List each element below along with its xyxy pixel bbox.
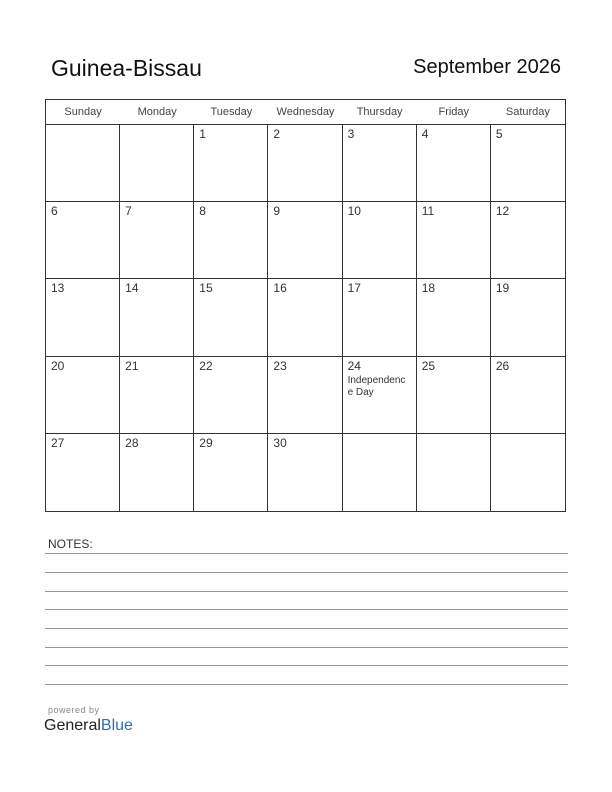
day-cell (417, 357, 491, 434)
generalblue-logo (44, 717, 133, 735)
day-number: 30 (273, 435, 287, 450)
country-title: Guinea-Bissau (51, 55, 202, 81)
day-cell (417, 279, 491, 356)
notes-line (45, 591, 568, 592)
notes-label: NOTES: (48, 537, 93, 551)
day-cell (343, 125, 417, 202)
notes-line (45, 628, 568, 629)
day-number: 28 (125, 435, 139, 450)
day-cell (194, 434, 268, 511)
day-cell (491, 202, 565, 279)
weekday-tuesday: Tuesday (210, 106, 253, 118)
day-cell (268, 357, 342, 434)
day-number: 6 (51, 204, 58, 219)
day-number: 12 (495, 204, 510, 219)
day-cell (417, 125, 491, 202)
day-number: 13 (51, 281, 65, 296)
day-number: 2 (273, 127, 281, 141)
brand-blue: Blue (100, 717, 133, 734)
day-cell (491, 279, 565, 356)
day-number: 23 (273, 358, 287, 373)
day-cell (194, 125, 268, 202)
day-number: 7 (125, 204, 132, 219)
day-cell (491, 125, 565, 202)
powered-by-text: powered by (48, 705, 100, 715)
day-cell (268, 202, 342, 279)
notes-line (45, 665, 568, 666)
day-cell (268, 279, 342, 356)
day-cell (491, 434, 565, 511)
day-cell (194, 279, 268, 356)
notes-line (45, 572, 568, 573)
day-number: 24 (347, 358, 361, 373)
day-number: 15 (199, 281, 213, 296)
day-cell (120, 279, 194, 356)
notes-line (45, 553, 568, 554)
day-number: 27 (51, 435, 65, 450)
weekday-header (46, 100, 565, 125)
day-cell (120, 434, 194, 511)
day-number: 11 (421, 204, 435, 219)
day-cell (417, 434, 491, 511)
day-cell (343, 434, 417, 511)
weekday-friday: Friday (438, 106, 470, 118)
day-cell (268, 125, 342, 202)
day-number: 19 (495, 281, 510, 296)
weekday-saturday: Saturday (505, 106, 550, 118)
day-cell (120, 125, 194, 202)
day-cell (120, 202, 194, 279)
day-number: 9 (273, 204, 281, 219)
day-number: 14 (125, 281, 139, 296)
day-cell (194, 202, 268, 279)
day-cell (194, 357, 268, 434)
day-number: 5 (495, 127, 503, 141)
day-cell (46, 434, 120, 511)
day-number: 17 (347, 281, 361, 296)
weekday-sunday: Sunday (64, 106, 102, 118)
brand-general: General (44, 717, 101, 734)
day-cell (46, 202, 120, 279)
day-number: 26 (495, 358, 510, 373)
day-number: 29 (199, 435, 213, 450)
month-title: September 2026 (413, 56, 561, 78)
day-cell (46, 357, 120, 434)
day-number: 8 (199, 204, 206, 219)
weekday-wednesday: Wednesday (276, 106, 335, 118)
day-number: 25 (421, 358, 436, 373)
weekday-monday: Monday (137, 106, 177, 118)
day-cell (268, 434, 342, 511)
notes-line (45, 684, 568, 685)
calendar-grid (45, 99, 566, 512)
day-cell (491, 357, 565, 434)
notes-line (45, 647, 568, 648)
day-number: 3 (347, 127, 355, 141)
day-number: 22 (199, 358, 213, 373)
day-number: 18 (421, 281, 436, 296)
day-number: 1 (199, 127, 206, 141)
weekday-thursday: Thursday (356, 106, 403, 118)
notes-line (45, 609, 568, 610)
day-number: 4 (421, 127, 429, 141)
day-cell (343, 357, 417, 434)
day-grid (46, 125, 565, 511)
day-number: 16 (273, 281, 287, 296)
day-number: 21 (125, 358, 139, 373)
day-cell (120, 357, 194, 434)
day-cell (343, 202, 417, 279)
holiday-label: Independence Day (347, 374, 406, 398)
day-cell (417, 202, 491, 279)
day-cell (46, 125, 120, 202)
day-cell (46, 279, 120, 356)
day-number: 20 (51, 358, 65, 373)
day-number: 10 (347, 204, 361, 219)
day-cell (343, 279, 417, 356)
